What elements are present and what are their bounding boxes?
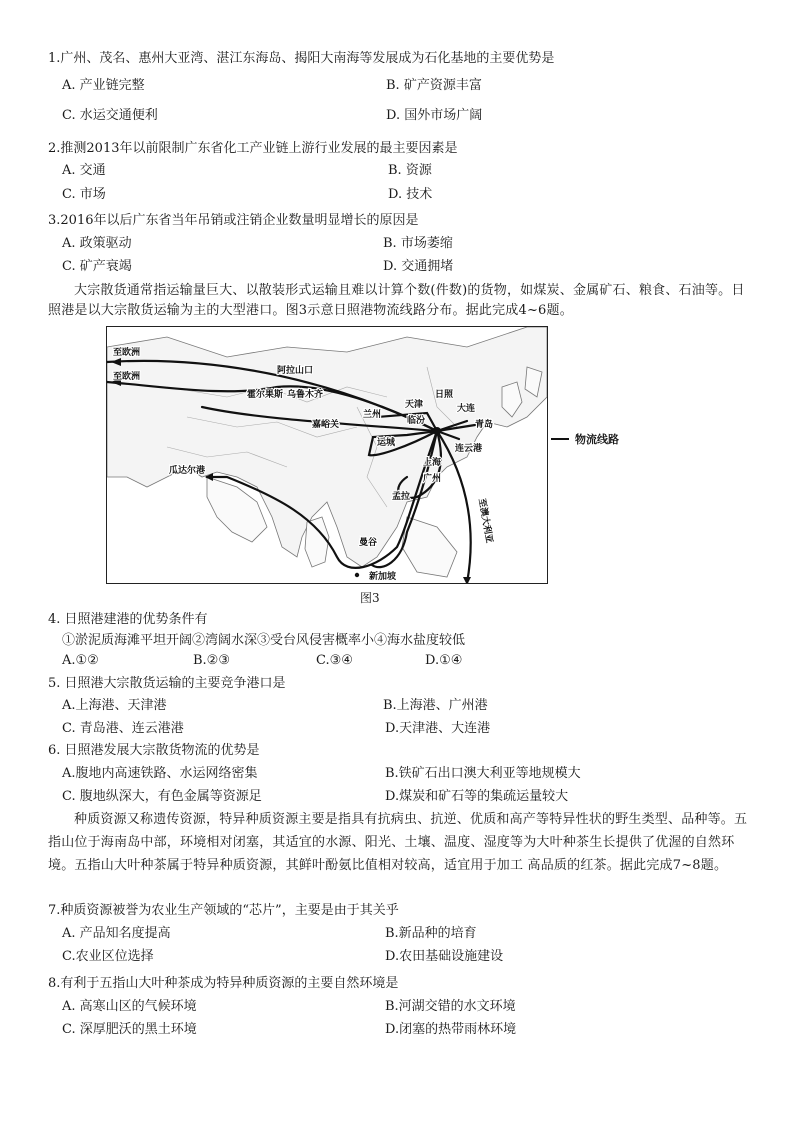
label-bangu: 曼谷 bbox=[359, 538, 378, 548]
question-8-option-a: A. 高寒山区的气候环境 bbox=[62, 999, 197, 1014]
label-linfen: 临汾 bbox=[407, 416, 426, 426]
rizhao-hub-dot bbox=[433, 427, 441, 435]
question-1-option-c: C. 水运交通便利 bbox=[62, 108, 158, 123]
label-tianjin: 天津 bbox=[405, 400, 424, 410]
question-8-option-d: D.闭塞的热带雨林环境 bbox=[385, 1022, 517, 1037]
legend-label: 物流线路 bbox=[575, 433, 619, 446]
label-europe-1: 至欧洲 bbox=[113, 348, 141, 358]
question-4-stem: 4. 日照港建港的优势条件有 bbox=[48, 612, 208, 627]
label-europe-2: 至欧洲 bbox=[113, 372, 141, 382]
question-1-option-a: A. 产业链完整 bbox=[62, 78, 145, 93]
question-2-option-a: A. 交通 bbox=[62, 163, 106, 178]
question-4-option-b: B.②③ bbox=[193, 653, 230, 668]
question-4-items: ①淤泥质海滩平坦开阔②湾阔水深③受台风侵害概率小④海水盐度较低 bbox=[62, 633, 466, 648]
question-7-option-b: B.新品种的培育 bbox=[385, 926, 477, 941]
label-gwadar: 瓜达尔港 bbox=[169, 466, 206, 476]
question-2-option-d: D. 技术 bbox=[388, 187, 433, 202]
question-7-stem: 7.种质资源被誉为农业生产领域的“芯片”，主要是由于其关乎 bbox=[48, 903, 399, 918]
question-3-stem: 3.2016年以后广东省当年吊销或注销企业数量明显增长的原因是 bbox=[48, 213, 419, 228]
label-urumqi: 乌鲁木齐 bbox=[287, 390, 324, 400]
label-singapore: 新加坡 bbox=[369, 572, 397, 582]
question-1-option-b: B. 矿产资源丰富 bbox=[386, 78, 482, 93]
label-lianyungang: 连云港 bbox=[455, 444, 483, 454]
question-8-option-c: C. 深厚肥沃的黑土环境 bbox=[62, 1022, 197, 1037]
label-guangzhou: 广州 bbox=[423, 474, 442, 484]
question-1-stem: 1.广州、茂名、惠州大亚湾、湛江东海岛、揭阳大南海等发展成为石化基地的主要优势是 bbox=[48, 51, 555, 66]
question-3-option-b: B. 市场萎缩 bbox=[383, 236, 453, 251]
question-6-option-b: B.铁矿石出口澳大利亚等地规模大 bbox=[385, 766, 581, 781]
question-7-option-c: C.农业区位选择 bbox=[62, 949, 154, 964]
question-7-option-a: A. 产品知名度提高 bbox=[62, 926, 171, 941]
legend-line-swatch bbox=[551, 438, 569, 440]
question-4-option-d: D.①④ bbox=[425, 653, 463, 668]
label-australia: 至澳大利亚 bbox=[476, 497, 494, 544]
question-2-stem: 2.推测2013年以前限制广东省化工产业链上游行业发展的最主要因素是 bbox=[48, 141, 458, 156]
label-qingdao: 青岛 bbox=[475, 420, 494, 430]
label-altai: 阿拉山口 bbox=[277, 366, 314, 376]
map-legend bbox=[551, 431, 619, 447]
figure-caption: 图3 bbox=[360, 591, 380, 605]
label-yuncheng: 运城 bbox=[377, 438, 396, 448]
question-4-option-a: A.①② bbox=[62, 653, 99, 668]
question-5-option-d: D.天津港、大连港 bbox=[385, 721, 491, 736]
question-8-stem: 8.有利于五指山大叶种茶成为特异种质资源的主要自然环境是 bbox=[48, 976, 399, 991]
label-dalian: 大连 bbox=[457, 404, 476, 414]
question-6-option-a: A.腹地内高速铁路、水运网络密集 bbox=[62, 766, 258, 781]
logistics-map bbox=[106, 326, 548, 584]
label-shanghai: 上海 bbox=[423, 458, 442, 468]
label-mangla: 孟拉 bbox=[392, 492, 411, 502]
question-7-option-d: D.农田基础设施建设 bbox=[385, 949, 504, 964]
passage-1: 大宗散货通常指运输量巨大、以散装形式运输且难以计算个数(件数)的货物，如煤炭、金属矿石、粮食、石油等。日照港是以大宗散货运输为主的大型港口。图3示意日照港物流线路分布。据此完成4~6题。 bbox=[48, 283, 745, 318]
map-svg bbox=[107, 327, 547, 583]
question-5-option-a: A.上海港、天津港 bbox=[62, 698, 167, 713]
question-2-option-b: B. 资源 bbox=[388, 163, 432, 178]
question-3-option-d: D. 交通拥堵 bbox=[383, 259, 454, 274]
question-1-option-d: D. 国外市场广阔 bbox=[386, 108, 483, 123]
question-3-option-a: A. 政策驱动 bbox=[62, 236, 132, 251]
question-6-stem: 6. 日照港发展大宗散货物流的优势是 bbox=[48, 743, 260, 758]
question-5-stem: 5. 日照港大宗散货运输的主要竞争港口是 bbox=[48, 676, 286, 691]
singapore-dot bbox=[355, 573, 359, 577]
question-8-option-b: B.河湖交错的水文环境 bbox=[385, 999, 516, 1014]
question-6-option-d: D.煤炭和矿石等的集疏运量较大 bbox=[385, 789, 569, 804]
label-khorgos: 霍尔果斯 bbox=[247, 390, 284, 400]
question-4-option-c: C.③④ bbox=[316, 653, 353, 668]
question-2-option-c: C. 市场 bbox=[62, 187, 106, 202]
label-jiayuguan: 嘉峪关 bbox=[312, 420, 340, 430]
question-3-option-c: C. 矿产衰竭 bbox=[62, 259, 132, 274]
label-lanzhou: 兰州 bbox=[363, 410, 382, 420]
question-5-option-b: B.上海港、广州港 bbox=[383, 698, 488, 713]
question-5-option-c: C. 青岛港、连云港港 bbox=[62, 721, 184, 736]
question-6-option-c: C. 腹地纵深大，有色金属等资源足 bbox=[62, 789, 262, 804]
passage-2: 种质资源又称遗传资源，特异种质资源主要是指具有抗病虫、抗逆、优质和高产等特异性状的野生类型、品种等。五指山位于海南岛中部，环境相对闭塞，其适宜的水源、阳光、土壤、温度、湿度等为大叶种茶生长提供了优渥的自然环境。五指山大叶种茶属于特异种质资源，其鲜叶酚氨比值相对较高，适宜用于加工 高品质的红茶。据此完成7~8题。 bbox=[48, 812, 748, 873]
label-rizhao: 日照 bbox=[435, 390, 454, 400]
